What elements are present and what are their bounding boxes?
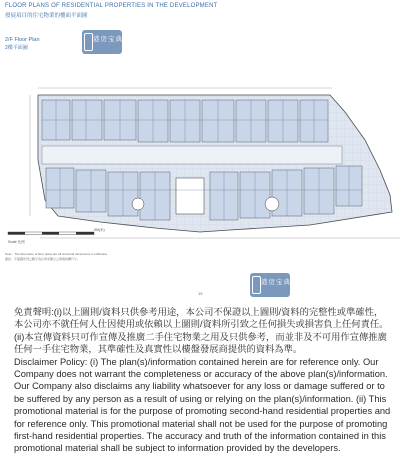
note-line-en: Note：The dimension of floor plans are all structural dimensions in millimetre. — [5, 252, 108, 256]
disclaimer-block — [14, 306, 392, 455]
watermark-text: 港房宝典 — [93, 36, 123, 43]
stair-core — [265, 197, 279, 211]
page-header-zh: 發展項目的住宅物業的樓面平面圖 — [5, 13, 88, 19]
plan-notes — [5, 252, 108, 261]
lift-core — [176, 178, 204, 214]
watermark-logo — [82, 30, 122, 54]
page-number: 19 — [198, 291, 203, 296]
scale-label: Scale 比例 — [8, 240, 25, 244]
stair-core — [132, 198, 144, 210]
disclaimer-en: Disclaimer Policy: (i) The plan(s)/information contained herein are for reference only. Our Company does not warrant the completeness or accuracy of the above plan(s)/information. Our Company also disclaims any liability whatsoever for any loss or damage suffered or to be suffered by any person as a result of using or relying on the plan(s)/information. (ii) This promotional material is for the purpose of promoting second-hand residential properties and for reference only. This promotional material shall not be used for the purpose of promoting first-hand residential properties. The accuracy and truth of the information contained in this promotional material shall be subject to information provided by the developers. — [14, 356, 391, 454]
scale-bar — [8, 232, 94, 235]
corridor — [42, 146, 342, 164]
disclaimer-zh: 免責聲明:(i)以上圖則/資料只供參考用途，本公司不保證以上圖則/資料的完整性或準確性，本公司亦不就任何人仕因使用或依賴以上圖則/資料所引致之任何損失或損害負上任何責任。(ii)本宣傳資料只可作宣傳及推廣二手住宅物業之用及只供參考，而並非及不可用作宣傳推廣任何一手住宅物業，其準確性及真實性以樓盤發展商提供的資料為準。 — [14, 307, 389, 355]
page-header-en: FLOOR PLANS OF RESIDENTIAL PROPERTIES IN THE DEVELOPMENT — [5, 3, 218, 9]
scale-unit-label: 5M(米) — [94, 228, 105, 232]
floor-label-en: 2/F Floor Plan — [5, 37, 40, 43]
floor-label-zh: 2樓平面圖 — [5, 45, 28, 51]
note-line-zh: 備註：平面圖所列之數字為以毫米顯示之建築結構尺寸。 — [5, 256, 81, 261]
watermark-logo — [250, 273, 290, 297]
watermark-text: 港房宝典 — [261, 279, 291, 286]
